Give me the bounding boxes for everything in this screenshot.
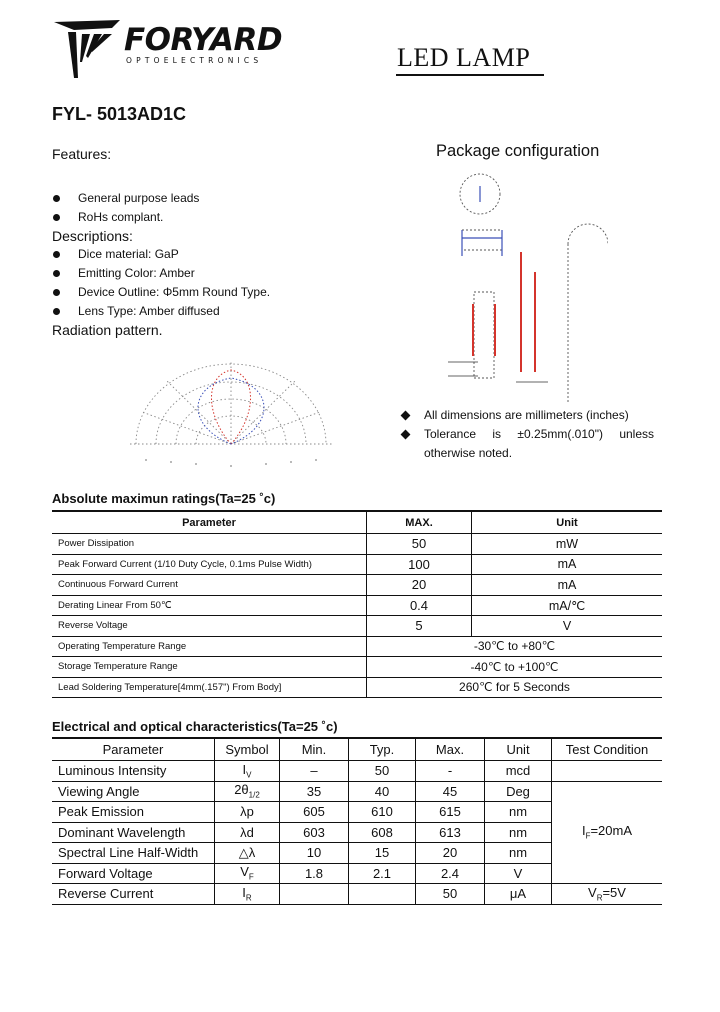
table-cell: Peak Forward Current (1/10 Duty Cycle, 0.1ms Pulse Width) [52, 554, 367, 575]
note-dimensions [400, 406, 670, 425]
table-cell: $V_F$ [215, 863, 280, 884]
abs-ratings-title: Absolute maximun ratings(Ta=25 ˚c) [52, 491, 276, 506]
table-cell: Luminous Intensity [52, 761, 215, 782]
note-text: otherwise noted. [424, 446, 513, 460]
table-cell: 610 [349, 802, 416, 823]
table-cell: nm [485, 802, 552, 823]
table-cell: mW [472, 534, 663, 555]
column-header: Unit [472, 511, 663, 534]
table-cell: Viewing Angle [52, 781, 215, 802]
table-cell: $I_R$ [215, 884, 280, 905]
test-condition-vr: $V_R=5V$ [552, 884, 663, 905]
list-item: RoHs complant. [52, 208, 199, 227]
table-cell: Continuous Forward Current [52, 575, 367, 596]
table-cell: $I_V$ [215, 761, 280, 782]
features-list [52, 189, 199, 227]
column-header: Parameter [52, 511, 367, 534]
table-cell: mcd [485, 761, 552, 782]
table-cell: Forward Voltage [52, 863, 215, 884]
radiation-pattern-diagram [126, 356, 336, 472]
package-drawing [428, 172, 608, 404]
table-cell: 613 [416, 822, 485, 843]
abs-ratings-table [52, 510, 662, 698]
table-cell: 0.4 [367, 595, 472, 616]
table-cell: 50 [416, 884, 485, 905]
table-cell: λp [215, 802, 280, 823]
table-cell: - [416, 761, 485, 782]
table-row [52, 884, 662, 905]
test-condition-if: $I_F=20mA$ [552, 781, 663, 884]
diamond-bullet-icon [401, 430, 411, 440]
table-cell: 40 [349, 781, 416, 802]
radiation-heading: Radiation pattern. [52, 322, 163, 338]
brand-subtitle: OPTOELECTRONICS [126, 56, 263, 65]
eo-chars-title: Electrical and optical characteristics(Ta=25 ˚c) [52, 719, 338, 734]
table-cell: V [472, 616, 663, 637]
features-heading: Features: [52, 146, 112, 162]
column-header: Typ. [349, 738, 416, 761]
table-row [52, 761, 662, 782]
table-row [52, 616, 662, 637]
table-row [52, 781, 662, 802]
table-cell: nm [485, 843, 552, 864]
note-text: All dimensions are millimeters (inches) [424, 408, 629, 422]
list-item: Lens Type: Amber diffused [52, 302, 270, 321]
title-underline [396, 74, 544, 76]
table-cell: 100 [367, 554, 472, 575]
note-tolerance [400, 425, 670, 463]
note-text: Tolerance is ±0.25mm(.010") unless [424, 427, 655, 441]
table-cell: $2\theta_{1/2}$ [215, 781, 280, 802]
descriptions-list [52, 245, 270, 321]
table-cell: 608 [349, 822, 416, 843]
table-row [52, 657, 662, 678]
table-cell: Derating Linear From 50℃ [52, 595, 367, 616]
table-cell: 50 [349, 761, 416, 782]
table-cell: Dominant Wavelength [52, 822, 215, 843]
table-cell: mA [472, 575, 663, 596]
list-item: Dice material: GaP [52, 245, 270, 264]
table-cell [552, 761, 663, 782]
list-item: General purpose leads [52, 189, 199, 208]
table-cell: 2.1 [349, 863, 416, 884]
table-row [52, 677, 662, 698]
table-cell: 5 [367, 616, 472, 637]
table-cell: 15 [349, 843, 416, 864]
table-row [52, 554, 662, 575]
table-cell [280, 884, 349, 905]
table-cell: △λ [215, 843, 280, 864]
table-cell: Spectral Line Half-Width [52, 843, 215, 864]
eo-chars-table [52, 737, 662, 905]
table-cell: Lead Soldering Temperature[4mm(.157") From Body] [52, 677, 367, 698]
table-cell: Reverse Current [52, 884, 215, 905]
package-heading: Package configuration [436, 142, 600, 160]
table-cell: 2.4 [416, 863, 485, 884]
table-row [52, 575, 662, 596]
column-header: MAX. [367, 511, 472, 534]
table-cell: mA [472, 554, 663, 575]
list-item: Emitting Color: Amber [52, 264, 270, 283]
table-cell: Deg [485, 781, 552, 802]
table-cell: V [485, 863, 552, 884]
table-cell: 1.8 [280, 863, 349, 884]
brand-name: FORYARD [124, 22, 283, 58]
list-item: Device Outline: Φ5mm Round Type. [52, 283, 270, 302]
table-cell: -30℃ to +80℃ [367, 636, 663, 657]
diamond-bullet-icon [401, 411, 411, 421]
table-row [52, 595, 662, 616]
column-header: Symbol [215, 738, 280, 761]
document-title: LED LAMP [397, 43, 531, 72]
table-cell: mA/℃ [472, 595, 663, 616]
table-cell: 50 [367, 534, 472, 555]
foryard-logo-icon [52, 18, 122, 80]
column-header: Test Condition [552, 738, 663, 761]
table-cell: – [280, 761, 349, 782]
part-number: FYL- 5013AD1C [52, 104, 187, 124]
table-cell: Operating Temperature Range [52, 636, 367, 657]
table-cell: 20 [416, 843, 485, 864]
table-row [52, 636, 662, 657]
column-header: Max. [416, 738, 485, 761]
column-header: Min. [280, 738, 349, 761]
table-row [52, 534, 662, 555]
table-cell: 260℃ for 5 Seconds [367, 677, 663, 698]
table-cell: 45 [416, 781, 485, 802]
table-cell: 615 [416, 802, 485, 823]
table-cell: nm [485, 822, 552, 843]
table-cell: Peak Emission [52, 802, 215, 823]
table-cell: Reverse Voltage [52, 616, 367, 637]
descriptions-heading: Descriptions: [52, 228, 133, 244]
table-cell: Storage Temperature Range [52, 657, 367, 678]
table-cell: 35 [280, 781, 349, 802]
table-cell: μA [485, 884, 552, 905]
table-cell: λd [215, 822, 280, 843]
table-cell: -40℃ to +100℃ [367, 657, 663, 678]
table-cell: 605 [280, 802, 349, 823]
table-cell [349, 884, 416, 905]
table-cell: 603 [280, 822, 349, 843]
column-header: Parameter [52, 738, 215, 761]
column-header: Unit [485, 738, 552, 761]
table-cell: Power Dissipation [52, 534, 367, 555]
table-cell: 20 [367, 575, 472, 596]
table-cell: 10 [280, 843, 349, 864]
